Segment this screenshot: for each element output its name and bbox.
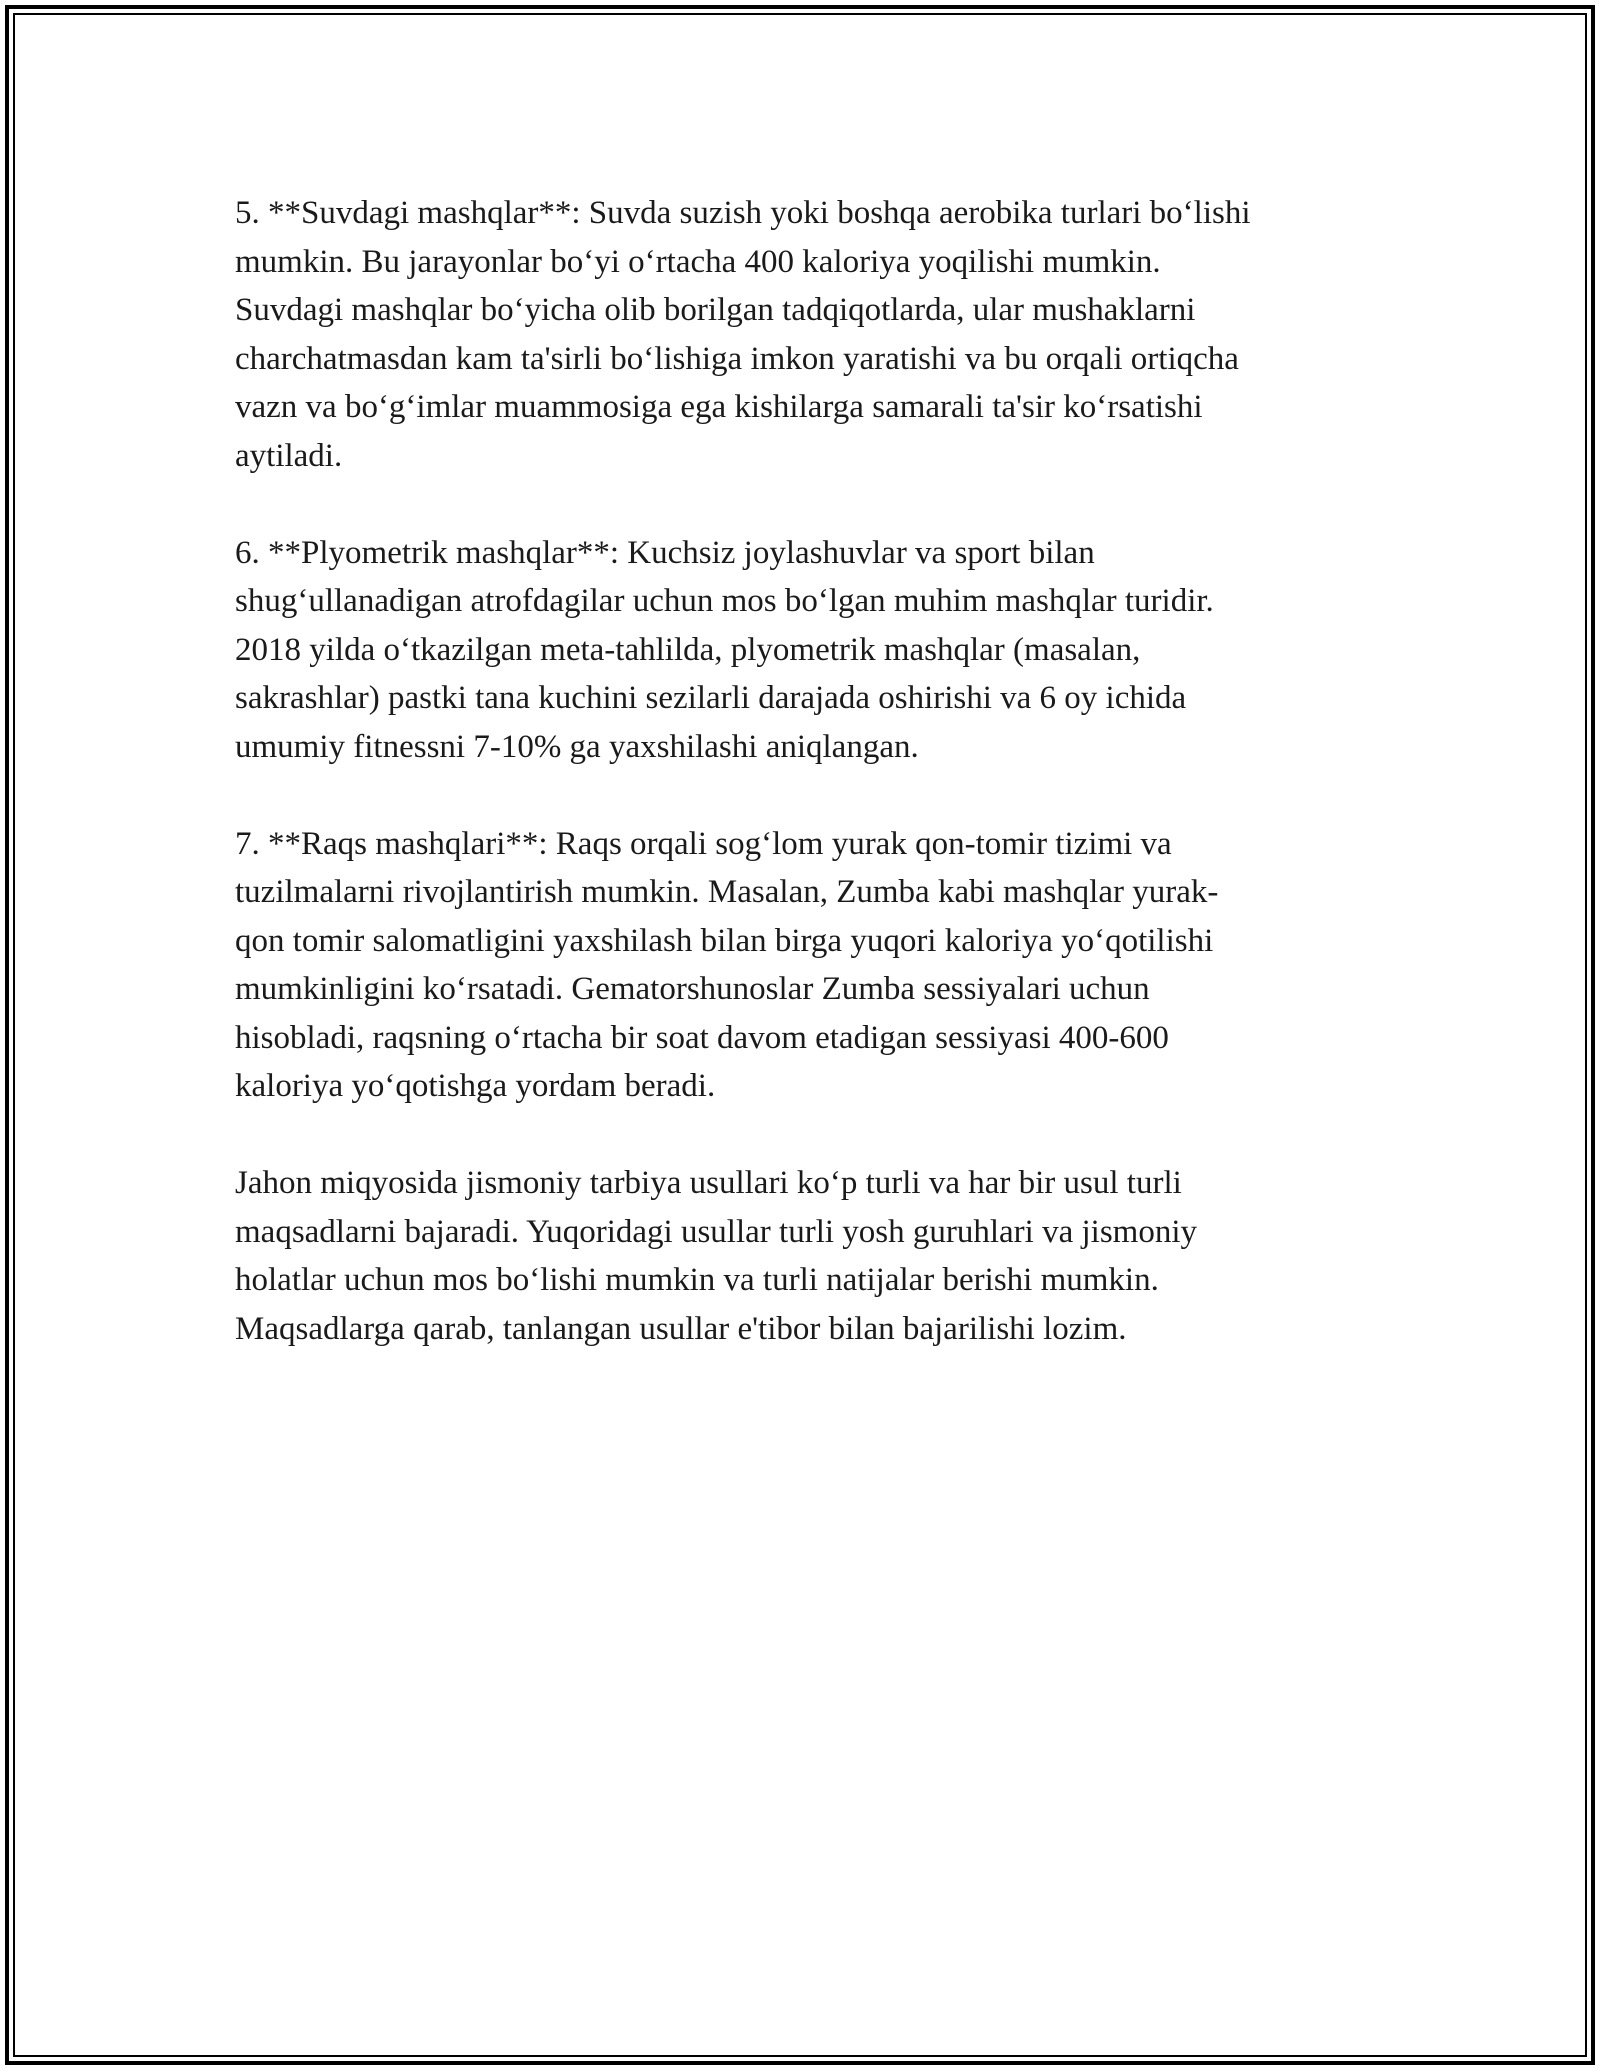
text-line: Suvdagi mashqlar bo‘yicha olib borilgan tadqiqotlarda, ular mushaklarni (235, 292, 1196, 328)
text-line: umumiy fitnessni 7-10% ga yaxshilashi aniqlangan. (235, 728, 919, 765)
paragraph-plyometric (235, 529, 1365, 772)
text-line: shug‘ullanadigan atrofdagilar uchun mos bo‘lgan muhim mashqlar turidir. (235, 583, 1214, 619)
text-line: charchatmasdan kam ta'sirli bo‘lishiga imkon yaratishi va bu orqali ortiqcha (235, 340, 1239, 377)
paragraph-dance (235, 820, 1365, 1111)
text-line: Maqsadlarga qarab, tanlangan usullar e'tibor bilan bajarilishi lozim. (235, 1310, 1127, 1347)
text-line: kaloriya yo‘qotishga yordam beradi. (235, 1068, 716, 1104)
text-line: 2018 yilda o‘tkazilgan meta-tahlilda, plyometrik mashqlar (masalan, (235, 631, 1141, 668)
text-line: maqsadlarni bajaradi. Yuqoridagi usullar turli yosh guruhlari va jismoniy (235, 1213, 1197, 1250)
text-line: hisobladi, raqsning o‘rtacha bir soat davom etadigan sessiyasi 400-600 (235, 1019, 1169, 1056)
document-body (235, 189, 1365, 1402)
text-line: mumkinligini ko‘rsatadi. Gematorshunoslar Zumba sessiyalari uchun (235, 971, 1150, 1007)
text-line: holatlar uchun mos bo‘lishi mumkin va turli natijalar berishi mumkin. (235, 1262, 1159, 1298)
text-line: Jahon miqyosida jismoniy tarbiya usullari ko‘p turli va har bir usul turli (235, 1165, 1182, 1201)
text-line: mumkin. Bu jarayonlar bo‘yi o‘rtacha 400 kaloriya yoqilishi mumkin. (235, 243, 1161, 280)
text-line: 5. **Suvdagi mashqlar**: Suvda suzish yoki boshqa aerobika turlari bo‘lishi (235, 195, 1251, 231)
text-line: aytiladi. (235, 437, 343, 474)
text-line: sakrashlar) pastki tana kuchini sezilarli darajada oshirishi va 6 oy ichida (235, 680, 1187, 716)
paragraph-swimming (235, 189, 1365, 480)
text-line: qon tomir salomatligini yaxshilash bilan birga yuqori kaloriya yo‘qotilishi (235, 922, 1214, 959)
paragraph-conclusion (235, 1159, 1365, 1353)
text-line: tuzilmalarni rivojlantirish mumkin. Masalan, Zumba kabi mashqlar yurak- (235, 874, 1219, 910)
text-line: vazn va bo‘g‘imlar muammosiga ega kishilarga samarali ta'sir ko‘rsatishi (235, 389, 1203, 425)
text-line: 6. **Plyometrik mashqlar**: Kuchsiz joylashuvlar va sport bilan (235, 534, 1095, 571)
text-line: 7. **Raqs mashqlari**: Raqs orqali sog‘lom yurak qon-tomir tizimi va (235, 825, 1172, 862)
